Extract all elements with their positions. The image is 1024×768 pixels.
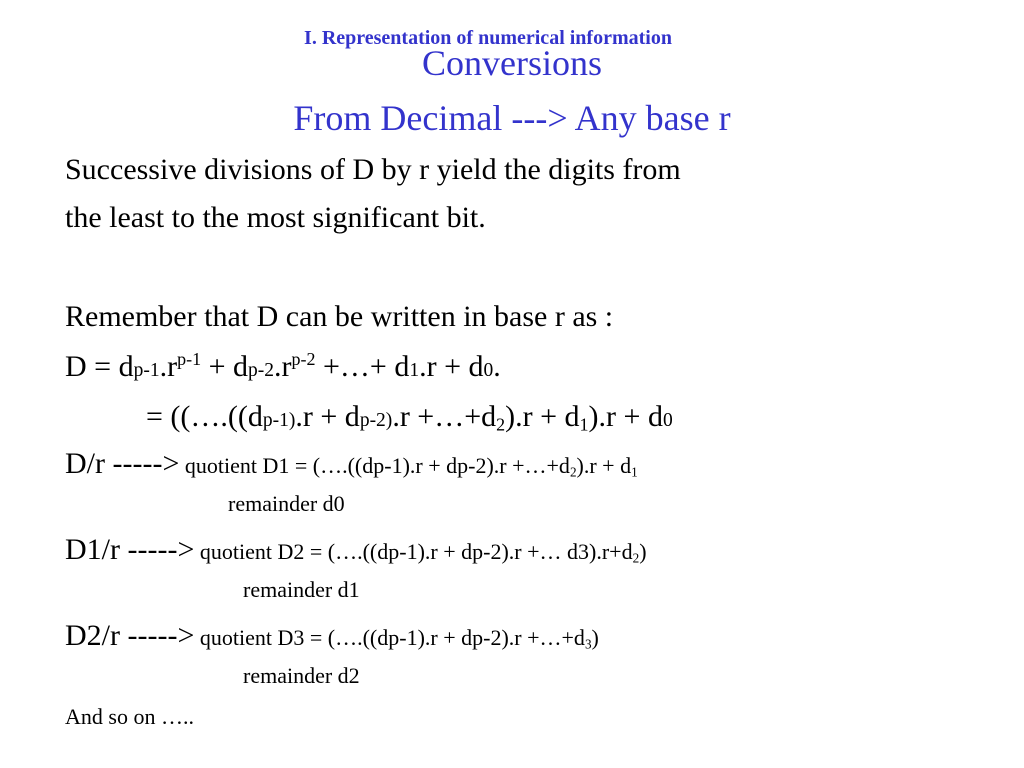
intro-line-1: Successive divisions of D by r yield the digits from	[65, 153, 681, 186]
quotient-text: quotient D3 = (….((dp-1).r + $dp-2).r +\dots+d_3$)	[194, 625, 599, 652]
quotient-text: quotient D2 = (….((dp-1).r + dp-2).r +… $d3).r+d_2$)	[194, 539, 647, 566]
division-label: D1/r ----->	[65, 533, 195, 566]
remainder-2: remainder d1	[243, 577, 360, 602]
footer-text: And so on …..	[65, 704, 194, 729]
equation-expansion: $D = dp-1.r^{p-1} + dp-2.r^{p-2}$ +…+ d1.r + d0.	[65, 349, 501, 383]
remainder-1: remainder d0	[228, 491, 345, 516]
remember-line: Remember that D can be written in base r as :	[65, 300, 614, 333]
equation-horner: = ((….((dp-1).r + $dp-2).r +\dots+d_2).r + d_1).r + d0$	[146, 400, 673, 435]
slide-title: Conversions	[422, 43, 602, 83]
division-label: D2/r ----->	[65, 619, 195, 652]
division-step-2	[65, 533, 647, 567]
division-step-3	[65, 619, 599, 653]
intro-line-2: the least to the most significant bit.	[65, 201, 486, 234]
division-step-1	[65, 447, 638, 481]
quotient-text: quotient D1 = (….((dp-1).r + $dp-2).r +\dots+d_2).r + d_1$	[179, 453, 638, 480]
remainder-3: remainder d2	[243, 663, 360, 688]
slide-subtitle: From Decimal ---> Any base r	[293, 98, 731, 138]
division-label: D/r ----->	[65, 447, 180, 480]
section-header: I. Representation of numerical information	[304, 27, 672, 49]
